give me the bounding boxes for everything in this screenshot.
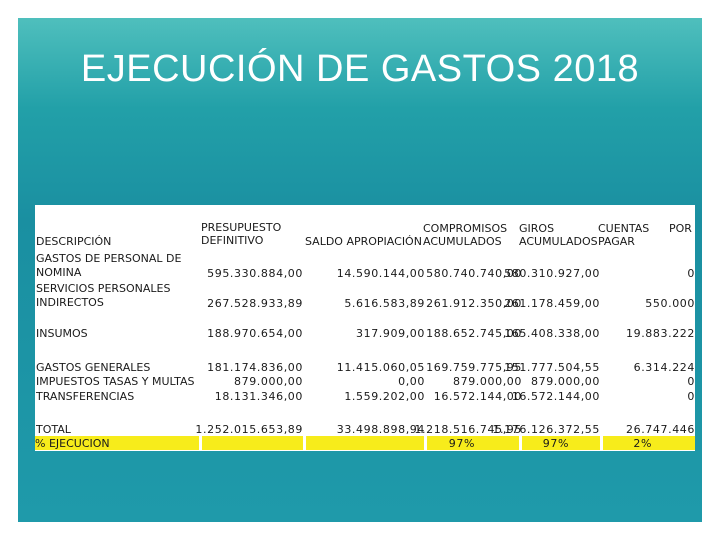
cell-compromisos: 169.759.775,95 <box>426 361 522 374</box>
cell-compromisos: 188.652.745,00 <box>426 327 522 340</box>
cell-saldo: 14.590.144,00 <box>336 267 425 280</box>
cell-giros: 261.178.459,00 <box>504 297 600 310</box>
ejecucion-label: % EJECUCION <box>35 437 110 450</box>
cell-giros: 879.000,00 <box>531 375 600 388</box>
cell-saldo: 0,00 <box>398 375 425 388</box>
header-descripcion: DESCRIPCIÓN <box>36 235 112 248</box>
cell-saldo: 317.909,00 <box>356 327 425 340</box>
total-label: TOTAL <box>36 423 71 436</box>
row-desc: IMPUESTOS TASAS Y MULTAS <box>36 375 195 388</box>
header-giros-line1: GIROS <box>519 222 555 235</box>
cell-cuentas: 19.883.222 <box>626 327 695 340</box>
cell-cuentas: 6.314.224 <box>633 361 695 374</box>
cell-cuentas: 0 <box>687 267 695 280</box>
header-compromisos-line1: COMPROMISOS <box>423 222 508 235</box>
header-cuentas-line1b: POR <box>669 222 692 235</box>
row-desc: SERVICIOS PERSONALES <box>36 282 171 295</box>
header-cuentas-line1: CUENTAS <box>598 222 650 235</box>
total-compromisos: 1.218.516.745,95 <box>414 423 522 436</box>
ejecucion-highlight-presupuesto <box>202 436 303 450</box>
cell-compromisos: 580.740.740,00 <box>426 267 522 280</box>
cell-saldo: 11.415.060,05 <box>336 361 425 374</box>
header-giros-line2: ACUMULADOS <box>519 235 598 248</box>
total-saldo: 33.498.898,94 <box>336 423 425 436</box>
cell-presupuesto: 879.000,00 <box>234 375 303 388</box>
cell-cuentas: 550.000 <box>645 297 695 310</box>
cell-compromisos: 261.912.350,00 <box>426 297 522 310</box>
row-desc: NOMINA <box>36 266 82 279</box>
cell-cuentas: 0 <box>687 390 695 403</box>
cell-presupuesto: 188.970.654,00 <box>207 327 303 340</box>
row-desc: INSUMOS <box>36 327 88 340</box>
cell-presupuesto: 18.131.346,00 <box>214 390 303 403</box>
header-compromisos-line2: ACUMULADOS <box>423 235 502 248</box>
row-desc: GASTOS GENERALES <box>36 361 151 374</box>
expense-table <box>35 205 695 451</box>
header-presupuesto-line1: PRESUPUESTO <box>201 221 282 234</box>
cell-presupuesto: 595.330.884,00 <box>207 267 303 280</box>
cell-cuentas: 0 <box>687 375 695 388</box>
cell-saldo: 1.559.202,00 <box>344 390 425 403</box>
cell-presupuesto: 267.528.933,89 <box>207 297 303 310</box>
total-presupuesto: 1.252.015.653,89 <box>195 423 303 436</box>
cell-saldo: 5.616.583,89 <box>344 297 425 310</box>
row-desc: TRANSFERENCIAS <box>36 390 135 403</box>
header-cuentas-line2: PAGAR <box>598 235 635 248</box>
cell-presupuesto: 181.174.836,00 <box>207 361 303 374</box>
cell-giros: 16.572.144,00 <box>511 390 600 403</box>
ejecucion-compromisos: 97% <box>448 437 475 450</box>
cell-compromisos: 16.572.144,00 <box>433 390 522 403</box>
header-saldo: SALDO APROPIACIÓN <box>305 235 422 248</box>
slide-title: EJECUCIÓN DE GASTOS 2018 <box>80 48 640 90</box>
header-presupuesto-line2: DEFINITIVO <box>201 234 264 247</box>
ejecucion-highlight-saldo <box>306 436 424 450</box>
row-desc: GASTOS DE PERSONAL DE <box>36 252 182 265</box>
cell-giros: 151.777.504,55 <box>504 361 600 374</box>
cell-compromisos: 879.000,00 <box>453 375 522 388</box>
total-giros: 1.176.126.372,55 <box>492 423 600 436</box>
row-desc: INDIRECTOS <box>36 296 104 309</box>
cell-giros: 580.310.927,00 <box>504 267 600 280</box>
total-cuentas: 26.747.446 <box>626 423 695 436</box>
ejecucion-cuentas: 2% <box>633 437 652 450</box>
ejecucion-giros: 97% <box>542 437 569 450</box>
cell-giros: 165.408.338,00 <box>504 327 600 340</box>
